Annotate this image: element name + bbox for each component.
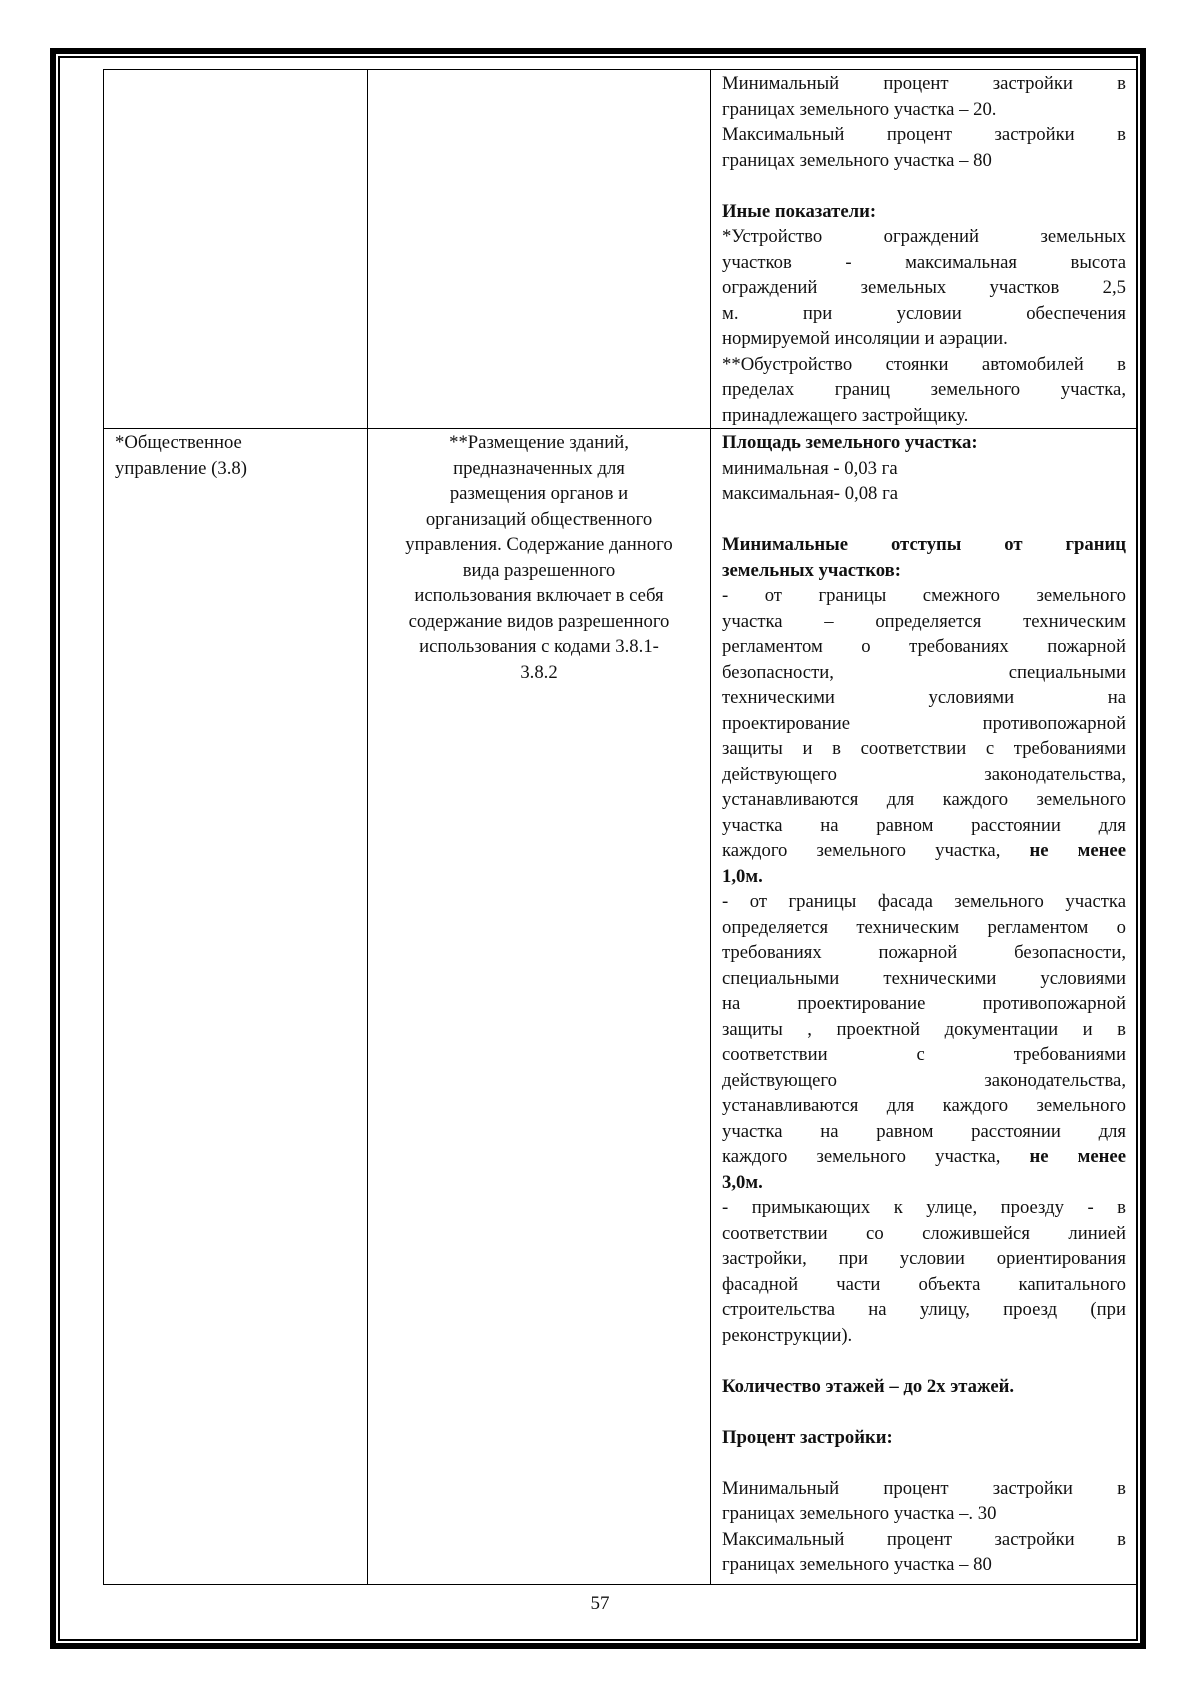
text-line: [722, 481, 1126, 507]
text-line: [722, 1119, 1126, 1145]
line-text: устанавливаются для каждого земельного: [722, 1095, 1126, 1116]
bold-text-line: [722, 430, 1126, 456]
line-text: Минимальный процент застройки в: [722, 1477, 1126, 1499]
text-line: [722, 301, 1126, 327]
cell-use-description: [368, 429, 711, 1585]
text-line: [722, 1527, 1126, 1553]
line-text: принадлежащего застройщику.: [722, 404, 969, 426]
blank-line: [722, 1348, 1126, 1374]
line-text: Количество этажей – до 2х этажей.: [722, 1375, 1015, 1397]
line-text: защиты и в соответствии с требованиями: [722, 738, 1126, 759]
line-text: максимальная- 0,08 га: [722, 483, 899, 504]
text-line: [722, 1144, 1126, 1170]
line-text: - от границы смежного земельного: [722, 585, 1126, 606]
line-text: 3,0м.: [722, 1171, 763, 1193]
line-text: ограждений земельных участков 2,5: [722, 277, 1126, 298]
cell-use-type: [104, 429, 368, 1585]
emphasis-text: не менее: [1029, 840, 1126, 861]
text-line: [722, 456, 1126, 482]
text-line: [722, 352, 1126, 378]
text-line: [722, 1017, 1126, 1043]
line-text: участков - максимальная высота: [722, 251, 1126, 273]
cell-description-empty: [368, 70, 711, 429]
text-line: [722, 660, 1126, 686]
line-text: *Устройство ограждений земельных: [722, 226, 1126, 247]
line-text: минимальная - 0,03 га: [722, 457, 898, 479]
bold-text-line: [722, 1170, 1126, 1196]
bold-text-line: [722, 864, 1126, 890]
line-text: безопасности, специальными: [722, 661, 1126, 683]
text-line: [722, 787, 1126, 813]
text-line: [722, 224, 1126, 250]
line-text: фасадной части объекта капитального: [722, 1273, 1126, 1295]
text-line: [722, 940, 1126, 966]
text-line: вида разрешенного: [462, 559, 616, 581]
line-text: Максимальный процент застройки в: [722, 124, 1126, 145]
text-line: использования включает в себя: [414, 585, 664, 606]
text-line: [722, 1476, 1126, 1502]
line-text: границах земельного участка – 20.: [722, 98, 997, 120]
text-line: [722, 838, 1126, 864]
line-text: Минимальный процент застройки в: [722, 73, 1126, 94]
text-line: [722, 1093, 1126, 1119]
text-line: [722, 915, 1126, 941]
regulations-table: [103, 69, 1138, 1585]
line-text: **Обустройство стоянки автомобилей в: [722, 353, 1126, 375]
text-line: [722, 1297, 1126, 1323]
line-text: нормируемой инсоляции и аэрации.: [722, 328, 1008, 349]
line-text: каждого земельного участка,: [722, 1146, 1001, 1167]
line-text: пределах границ земельного участка,: [722, 379, 1126, 400]
cell-parameters: [711, 429, 1138, 1585]
line-text: защиты , проектной документации и в: [722, 1018, 1126, 1040]
line-text: Процент застройки:: [722, 1426, 893, 1448]
text-line: [722, 250, 1126, 276]
line-text: каждого земельного участка,: [722, 840, 1001, 861]
line-text: границах земельного участка – 80: [722, 1554, 992, 1575]
text-line: управления. Содержание данного: [405, 534, 673, 555]
text-line: [722, 97, 1126, 123]
text-line: организаций общественного: [425, 508, 653, 530]
text-line: использования с кодами 3.8.1-: [419, 636, 659, 657]
text-line: [722, 1272, 1126, 1298]
text-line: содержание видов разрешенного: [408, 610, 670, 632]
bold-text-line: [722, 199, 1126, 225]
text-line: [722, 275, 1126, 301]
line-text: земельных участков:: [722, 559, 901, 581]
line-text: определяется техническим регламентом о: [722, 916, 1126, 938]
blank-line: [722, 1450, 1126, 1476]
line-text: строительства на улицу, проезд (при: [722, 1299, 1126, 1320]
line-text: техническими условиями на: [722, 687, 1126, 708]
bold-text-line: [722, 532, 1126, 558]
text-line: [722, 966, 1126, 992]
line-text: Иные показатели:: [722, 200, 877, 222]
line-text: соответствии с требованиями: [722, 1044, 1126, 1065]
text-line: [722, 403, 1126, 429]
cell-use-type-empty: [104, 70, 368, 429]
page-number: 57: [590, 1593, 610, 1614]
text-line: [722, 1246, 1126, 1272]
line-text: устанавливаются для каждого земельного: [722, 789, 1126, 810]
line-text: 1,0м.: [722, 865, 763, 887]
line-text: соответствии со сложившейся линией: [722, 1222, 1126, 1244]
text-line: [722, 583, 1126, 609]
text-line: [722, 1323, 1126, 1349]
text-line: размещения органов и: [449, 483, 629, 504]
text-line: [722, 991, 1126, 1017]
table-row: [104, 70, 1138, 429]
bold-text-line: [722, 558, 1126, 584]
emphasis-text: не менее: [1029, 1146, 1126, 1167]
text-line: [722, 1068, 1126, 1094]
line-text: на проектирование противопожарной: [722, 993, 1126, 1014]
line-text: границах земельного участка – 80: [722, 149, 992, 171]
cell-parameters-continued: [711, 70, 1138, 429]
line-text: участка – определяется техническим: [722, 610, 1126, 632]
line-text: участка на равном расстоянии для: [722, 1120, 1126, 1142]
line-text: реконструкции).: [722, 1324, 853, 1346]
text-line: [722, 1501, 1126, 1527]
text-line: предназначенных для: [453, 457, 625, 479]
text-line: **Размещение зданий,: [449, 432, 629, 453]
text-line: [722, 1195, 1126, 1221]
line-text: - от границы фасада земельного участка: [722, 891, 1126, 912]
text-line: [722, 377, 1126, 403]
text-line: управление (3.8): [115, 457, 247, 479]
line-text: границах земельного участка –. 30: [722, 1503, 997, 1524]
text-line: [722, 148, 1126, 174]
line-text: - примыкающих к улице, проезду - в: [722, 1197, 1126, 1218]
text-line: [722, 326, 1126, 352]
blank-line: [722, 507, 1126, 533]
text-line: [722, 609, 1126, 635]
text-line: [722, 889, 1126, 915]
text-line: [722, 813, 1126, 839]
line-text: Минимальные отступы от границ: [722, 534, 1126, 555]
blank-line: [722, 173, 1126, 199]
text-line: [722, 1552, 1126, 1578]
text-line: [722, 1042, 1126, 1068]
line-text: проектирование противопожарной: [722, 712, 1126, 734]
line-text: Максимальный процент застройки в: [722, 1528, 1126, 1550]
line-text: участка на равном расстоянии для: [722, 814, 1126, 836]
text-line: [722, 1221, 1126, 1247]
text-line: [722, 122, 1126, 148]
text-line: [722, 711, 1126, 737]
text-line: [722, 634, 1126, 660]
line-text: специальными техническими условиями: [722, 967, 1126, 989]
line-text: м. при условии обеспечения: [722, 302, 1126, 324]
text-line: [722, 762, 1126, 788]
text-line: [722, 71, 1126, 97]
line-text: Площадь земельного участка:: [722, 432, 978, 453]
line-text: действующего законодательства,: [722, 763, 1126, 785]
bold-text-line: [722, 1425, 1126, 1451]
line-text: действующего законодательства,: [722, 1069, 1126, 1091]
table-row: [104, 429, 1138, 1585]
line-text: требованиях пожарной безопасности,: [722, 942, 1126, 963]
text-line: [722, 736, 1126, 762]
text-line: *Общественное: [115, 432, 242, 453]
line-text: регламентом о требованиях пожарной: [722, 636, 1126, 657]
text-line: [722, 685, 1126, 711]
blank-line: [722, 1399, 1126, 1425]
bold-text-line: [722, 1374, 1126, 1400]
text-line: 3.8.2: [520, 661, 558, 683]
line-text: застройки, при условии ориентирования: [722, 1248, 1126, 1269]
